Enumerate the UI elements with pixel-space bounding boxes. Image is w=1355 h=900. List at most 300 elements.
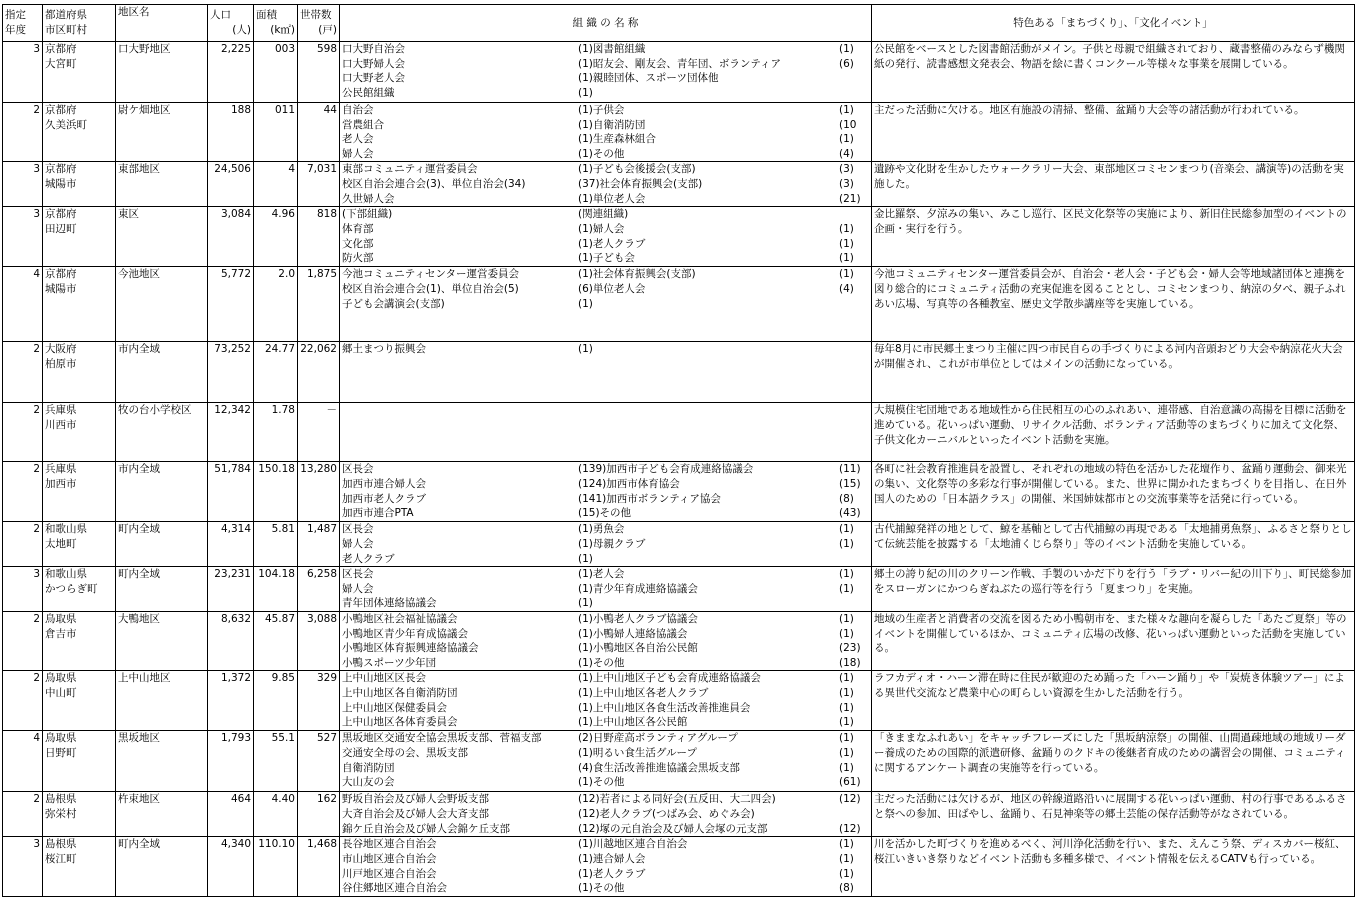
org-line [342,177,869,192]
org-line [342,596,869,611]
org-main: 錦ケ丘自治会及び婦人会錦ケ丘支部 [342,822,510,835]
cell-pref: 鳥取県 中山町 [43,671,116,731]
cell-district: 市内全域 [116,342,208,403]
org-related: (1)図書館組織 [578,43,646,55]
org-related: (1) [578,552,593,565]
cell-pop: 4,340 [208,837,254,896]
org-related: (1)川越地区連合自治会 [578,838,688,851]
org-main: 小鴨地区社会福祉協議会 [342,612,458,625]
org-related: (1)単位老人会 [578,192,646,205]
header-feature: 特色ある「まちづくり」、「文化イベント」 [872,5,1355,42]
table-row [3,837,1355,896]
org-main: 上中山地区保健委員会 [342,701,447,714]
org-count: (1) [839,268,854,281]
org-line [342,522,869,537]
cell-area: 5.81 [254,522,298,567]
org-line [342,42,869,57]
cell-year: 2 [3,611,43,670]
cell-district: 市内全域 [116,462,208,522]
cell-house: 818 [298,207,340,267]
org-related: (1) [578,597,593,610]
cell-district: 今池地区 [116,267,208,342]
org-count: (4) [839,282,854,295]
cell-area: 24.77 [254,342,298,403]
cell-area: 003 [254,42,298,103]
org-main: 口大野婦人会 [342,57,405,70]
cell-org [340,103,872,162]
org-related: (1)その他 [578,147,625,160]
org-line [342,567,869,582]
org-related: (1)老人クラブ [578,867,646,880]
org-count: (1) [839,43,854,55]
cell-area: 2.0 [254,267,298,342]
org-main: 川戸地区連合自治会 [342,867,437,880]
cell-pop: 51,784 [208,462,254,522]
org-related: (2)日野産高ボランティアグループ [578,732,738,745]
org-related: (1)親睦団体、スポーツ団体他 [578,72,719,85]
cell-house: 7,031 [298,162,340,207]
org-related: (1)生産森林組合 [578,133,656,146]
cell-year: 2 [3,103,43,162]
org-related: (1)明るい食生活グループ [578,746,698,759]
org-line [342,162,869,177]
cell-pref: 京都府 大宮町 [43,42,116,103]
org-count: (1) [839,537,854,550]
org-line [342,807,869,822]
org-related: (1)小鴨地区各自治公民館 [578,642,698,655]
table-row [3,522,1355,567]
org-line [342,207,869,222]
cell-district: 口大野地区 [116,42,208,103]
org-line [342,775,869,790]
cell-feature: 金比羅祭、夕涼みの集い、みこし巡行、区民文化祭等の実施により、新旧住民総参加型のイベントの企画・実行を行う。 [872,207,1355,267]
org-count [839,207,869,222]
org-main: 加西市連合婦人会 [342,477,426,490]
cell-district: 町内全域 [116,837,208,896]
org-count: (18) [839,656,861,669]
cell-pref: 島根県 弥栄村 [43,792,116,837]
org-line [342,792,869,807]
table-row [3,267,1355,342]
cell-house: 22,062 [298,342,340,403]
cell-pref: 鳥取県 倉吉市 [43,611,116,670]
table-row [3,567,1355,612]
org-main: 大山友の会 [342,776,395,789]
cell-org [340,731,872,792]
org-main: 加西市老人クラブ [342,492,426,505]
cell-year: 2 [3,403,43,462]
cell-feature: 主だった活動に欠ける。地区有施設の清掃、整備、盆踊り大会等の諸活動が行われている。 [872,103,1355,162]
org-line [342,715,869,730]
org-related: (関連組織) [578,208,629,221]
org-main: 交通安全母の会、黒坂支部 [342,746,468,759]
cell-year: 2 [3,462,43,522]
cell-org [340,671,872,731]
cell-area: 150.18 [254,462,298,522]
cell-org [340,162,872,207]
org-related: (124)加西市体育協会 [578,477,680,490]
org-main: 区長会 [342,568,374,581]
org-main: 体育部 [342,222,374,235]
org-line [342,822,869,837]
table-row [3,462,1355,522]
cell-district: 上中山地区 [116,671,208,731]
org-line [342,656,869,671]
community-table [2,4,1355,897]
org-count: (1) [839,133,854,146]
cell-year: 3 [3,567,43,612]
org-main: 婦人会 [342,582,374,595]
cell-area: 011 [254,103,298,162]
org-related: (1)上中山地区子ども会育成連絡協議会 [578,672,761,685]
org-related: (1)子供会 [578,104,625,116]
org-line [342,881,869,896]
org-main: 上中山地区区長会 [342,672,426,685]
table-row [3,731,1355,792]
org-count: (1) [839,222,854,235]
org-line [342,492,869,507]
cell-year: 4 [3,731,43,792]
org-count: (1) [839,582,854,595]
org-count: (1) [839,838,854,851]
header-year: 指定 年度 [3,5,43,42]
cell-feature: 大規模住宅団地である地域性から住民相互の心のふれあい、連帯感、自治意識の高揚を目標に活動を進めている。花いっぱい運動、リサイクル活動、ボランティア活動等のまちづくりに加えて文化祭、子供文化カーニバルといったイベント活動を実施。 [872,403,1355,462]
cell-pref: 京都府 城陽市 [43,267,116,342]
org-line [342,267,869,282]
cell-org [340,42,872,103]
cell-pop: 4,314 [208,522,254,567]
org-main: 自衛消防団 [342,761,395,774]
cell-pref: 京都府 久美浜町 [43,103,116,162]
org-line [342,867,869,882]
org-line [342,671,869,686]
cell-district: 大鴨地区 [116,611,208,670]
cell-feature: 遺跡や文化財を生かしたウォークラリー大会、東部地区コミセンまつり(音楽会、講演等)の活動を実施した。 [872,162,1355,207]
org-related: (1) [578,86,593,99]
table-row [3,671,1355,731]
cell-year: 2 [3,342,43,403]
org-main: 谷住郷地区連合自治会 [342,882,447,895]
org-related: (1)上中山地区各公民館 [578,716,688,729]
org-line [342,71,869,86]
cell-district: 東部地区 [116,162,208,207]
org-count [839,86,869,101]
table-row [3,103,1355,162]
org-main: 防火部 [342,252,374,265]
org-line [342,237,869,252]
org-line [342,297,869,312]
cell-year: 3 [3,162,43,207]
org-main: 子ども会講演会(支部) [342,297,445,310]
org-line [342,477,869,492]
org-related: (1)子ども会 [578,252,635,265]
cell-pref: 兵庫県 加西市 [43,462,116,522]
cell-org [340,567,872,612]
org-line [342,57,869,72]
cell-feature: 各町に社会教育推進員を設置し、それぞれの地域の特色を活かした花壇作り、盆踊り運動会、御来光の集い、文化祭等の多彩な行事が開催している。また、世界に開かれたまちづくりを目指し、在日外国人のための「日本語クラス」の開催、米国姉妹都市との交流事業等を活発に行っている。 [872,462,1355,522]
cell-year: 2 [3,522,43,567]
header-district: 地区名 [116,5,208,42]
cell-area: 4.96 [254,207,298,267]
cell-area: 9.85 [254,671,298,731]
cell-house: 1,487 [298,522,340,567]
cell-feature: 地域の生産者と消費者の交流を図るため小鴨朝市を、また様々な趣向を凝らした「あたご夏祭」等のイベントを開催しているほか、コミュニティ広場の改修、花いっぱい運動といった活動を実施している。 [872,611,1355,670]
cell-house: 329 [298,671,340,731]
cell-area: 45.87 [254,611,298,670]
org-count: (1) [839,237,854,250]
org-main: 老人クラブ [342,552,395,565]
org-line [342,147,869,162]
org-main: 小鴨地区青少年育成協議会 [342,627,468,640]
org-count: (23) [839,642,861,655]
org-line [342,132,869,147]
org-related: (4)食生活改善推進協議会黒坂支部 [578,761,740,774]
cell-org [340,267,872,342]
cell-pop: 23,231 [208,567,254,612]
cell-year: 3 [3,42,43,103]
org-related: (12)若者による同好会(五反田、大二四会) [578,793,776,806]
org-count: (61) [839,776,861,789]
org-count [839,297,869,312]
cell-year: 2 [3,671,43,731]
org-count: (1) [839,627,854,640]
org-line [342,282,869,297]
org-count: (4) [839,147,854,160]
org-count: (1) [839,523,854,536]
org-main: 小鴨地区体育振興連絡協議会 [342,642,479,655]
org-related: (139)加西市子ども会育成連絡協議会 [578,463,754,476]
org-line [342,342,869,357]
cell-pop: 5,772 [208,267,254,342]
cell-feature: 公民館をベースとした図書館活動がメイン。子供と母親で組織されており、蔵書整備のみならず機関紙の発行、読書感想文発表会、物語を絵に書くコンクール等様々な事業を展開している。 [872,42,1355,103]
header-row [3,5,1355,42]
org-line [342,582,869,597]
org-line [342,86,869,101]
cell-house: 3,088 [298,611,340,670]
org-line [342,552,869,567]
org-count: (1) [839,104,854,116]
org-line [342,701,869,716]
org-main: 久世婦人会 [342,192,395,205]
org-main: 大斉自治会及び婦人会大斉支部 [342,807,489,820]
org-count [839,807,869,822]
org-related: (1)老人会 [578,568,625,581]
org-count: (8) [839,882,854,895]
org-related: (1)自衛消防団 [578,118,646,131]
org-main: 婦人会 [342,537,374,550]
cell-pop: 1,793 [208,731,254,792]
org-count: (3) [839,163,854,176]
table-row [3,207,1355,267]
org-related: (37)社会体育振興会(支部) [578,177,703,190]
cell-house: 162 [298,792,340,837]
org-count: (21) [839,192,861,205]
org-related: (1)上中山地区各老人クラブ [578,686,709,699]
org-main: 加西市連合PTA [342,507,414,520]
cell-district: 杵束地区 [116,792,208,837]
org-main: 長谷地区連合自治会 [342,838,437,851]
org-main: (下部組織) [342,208,393,221]
cell-pop: 12,342 [208,403,254,462]
org-line [342,686,869,701]
org-related: (1)婦人会 [578,222,625,235]
cell-house: 598 [298,42,340,103]
cell-org [340,792,872,837]
org-line [342,251,869,266]
org-main: 上中山地区各体育委員会 [342,716,458,729]
cell-feature: 古代捕鯨発祥の地として、鯨を基軸として古代捕鯨の再現である「太地捕勇魚祭」、ふるさと祭りとして伝統芸能を披露する「太地浦くじら祭り」等のイベント活動を実施している。 [872,522,1355,567]
org-main: 口大野老人会 [342,72,405,85]
header-org: 組 織 の 名 称 [340,5,872,42]
org-main: 老人会 [342,133,374,146]
org-count [839,71,869,86]
org-count [839,596,869,611]
cell-org [340,837,872,896]
cell-org [340,462,872,522]
cell-pref: 島根県 桜江町 [43,837,116,896]
org-related: (6)単位老人会 [578,282,646,295]
table-row [3,792,1355,837]
org-main: 黒坂地区交通安全協会黒坂支部、菅福支部 [342,732,542,745]
org-main: 公民館組織 [342,86,395,99]
cell-pref: 鳥取県 日野町 [43,731,116,792]
cell-org [340,611,872,670]
cell-feature: ラフカディオ・ハーン滞在時に住民が歓迎のため踊った「ハーン踊り」や「炭焼き体験ツアー」による異世代交流など農業中心の町らしい資源を生かした活動を行う。 [872,671,1355,731]
org-count [839,342,869,357]
cell-pref: 和歌山県 かつらぎ町 [43,567,116,612]
cell-year: 4 [3,267,43,342]
cell-org [340,403,872,462]
cell-pop: 24,506 [208,162,254,207]
header-area: 面積 (k㎡) [254,5,298,42]
table-row [3,42,1355,103]
org-line [342,537,869,552]
cell-house: 1,875 [298,267,340,342]
cell-house: 6,258 [298,567,340,612]
org-related: (1)その他 [578,776,625,789]
org-count: (1) [839,701,854,714]
cell-pop: 73,252 [208,342,254,403]
cell-pref: 兵庫県 川西市 [43,403,116,462]
org-related: (1)子ども会後援会(支部) [578,163,696,176]
org-main: 市山地区連合自治会 [342,852,437,865]
cell-area: 55.1 [254,731,298,792]
org-related: (141)加西市ボランティア協会 [578,492,721,505]
org-count: (1) [839,852,854,865]
org-related: (12)塚の元自治会及び婦人会塚の元支部 [578,822,768,835]
org-count: (6) [839,57,854,70]
header-pop: 人口 (人) [208,5,254,42]
org-count: (3) [839,177,854,190]
org-related: (1)上中山地区各食生活改善推進員会 [578,701,751,714]
org-main: 自治会 [342,104,374,116]
org-count [839,552,869,567]
cell-pref: 京都府 城陽市 [43,162,116,207]
org-related: (1) [578,297,593,310]
org-line [342,627,869,642]
cell-area: 110.10 [254,837,298,896]
cell-pref: 大阪府 柏原市 [43,342,116,403]
org-count: (12) [839,822,861,835]
cell-district: 尉ケ畑地区 [116,103,208,162]
cell-house: 44 [298,103,340,162]
org-related: (1)その他 [578,882,625,895]
cell-pop: 2,225 [208,42,254,103]
org-related: (1)老人クラブ [578,237,646,250]
table-row [3,162,1355,207]
org-related: (1)小鴨婦人連絡協議会 [578,627,688,640]
org-line [342,746,869,761]
cell-district: 町内全域 [116,567,208,612]
org-main: 東部コミュニティ運営委員会 [342,163,478,176]
org-related: (1)母親クラブ [578,537,646,550]
cell-area: 4.40 [254,792,298,837]
org-main: 小鴨スポーツ少年団 [342,656,437,669]
org-line [342,103,869,118]
org-main: 野坂自治会及び婦人会野坂支部 [342,793,489,806]
org-count: (1) [839,252,854,265]
org-count: (1) [839,568,854,581]
org-line [342,462,869,477]
org-count: (1) [839,746,854,759]
cell-org [340,522,872,567]
cell-area: 1.78 [254,403,298,462]
cell-pref: 和歌山県 太地町 [43,522,116,567]
cell-pop: 3,084 [208,207,254,267]
table-row [3,342,1355,403]
org-main: 上中山地区各自衛消防団 [342,686,458,699]
org-main: 今池コミュニティセンター運営委員会 [342,268,520,281]
cell-pop: 188 [208,103,254,162]
org-related: (1)その他 [578,656,625,669]
org-line [342,641,869,656]
org-main: 文化部 [342,237,374,250]
org-count: (10 [839,118,857,131]
org-count: (8) [839,492,854,505]
cell-feature: 「きままなふれあい」をキャッチフレーズにした「黒坂納涼祭」の開催、山間過疎地域の地域リーダー養成のための国際的派遣研修、盆踊りのクドキの後継者育成のための講習会の開催、コミュニティに関するアンケート調査の実施等を行っている。 [872,731,1355,792]
cell-district: 牧の台小学校区 [116,403,208,462]
org-related: (12)老人クラブ(つばみ会、めぐみ会) [578,807,755,820]
cell-district: 東区 [116,207,208,267]
cell-area: 104.18 [254,567,298,612]
org-main: 営農組合 [342,118,384,131]
org-line [342,192,869,207]
cell-pop: 1,372 [208,671,254,731]
cell-feature: 川を活かした町づくりを進めるべく、河川浄化活動を行い、また、えんこう祭、ディスカバー桜紅、桜江いきいき祭りなどイベント活動も多種多様で、イベント情報を伝えるCATVも行っている。 [872,837,1355,896]
org-count: (1) [839,867,854,880]
org-main: 婦人会 [342,147,374,160]
org-count: (12) [839,793,861,806]
org-count: (1) [839,686,854,699]
cell-house: － [298,403,340,462]
org-line [342,731,869,746]
cell-feature: 毎年8月に市民郷土まつり主催に四つ市民自らの手づくりによる河内音頭おどり大会や納涼花火大会が開催され、これが市単位としてはメインの活動になっている。 [872,342,1355,403]
org-line [342,612,869,627]
cell-feature: 今池コミュニティセンター運営委員会が、自治会・老人会・子ども会・婦人会等地域諸団体と連携を図り総合的にコミュニティ活動の充実促進を図ることとし、コミセンまつり、納涼の夕べ、親子ふれあい広場、写真等の各種教室、歴史文学散歩講座等を実施している。 [872,267,1355,342]
org-line [342,761,869,776]
org-related: (1)小鴨老人クラブ協議会 [578,612,698,625]
org-count: (11) [839,463,861,476]
org-count: (1) [839,672,854,685]
table-row [3,611,1355,670]
cell-year: 3 [3,837,43,896]
cell-house: 1,468 [298,837,340,896]
org-line [342,222,869,237]
org-main: 校区自治会連合会(3)、単位自治会(34) [342,177,526,190]
org-main: 青年団体連絡協議会 [342,597,437,610]
cell-house: 527 [298,731,340,792]
org-count: (1) [839,716,854,729]
